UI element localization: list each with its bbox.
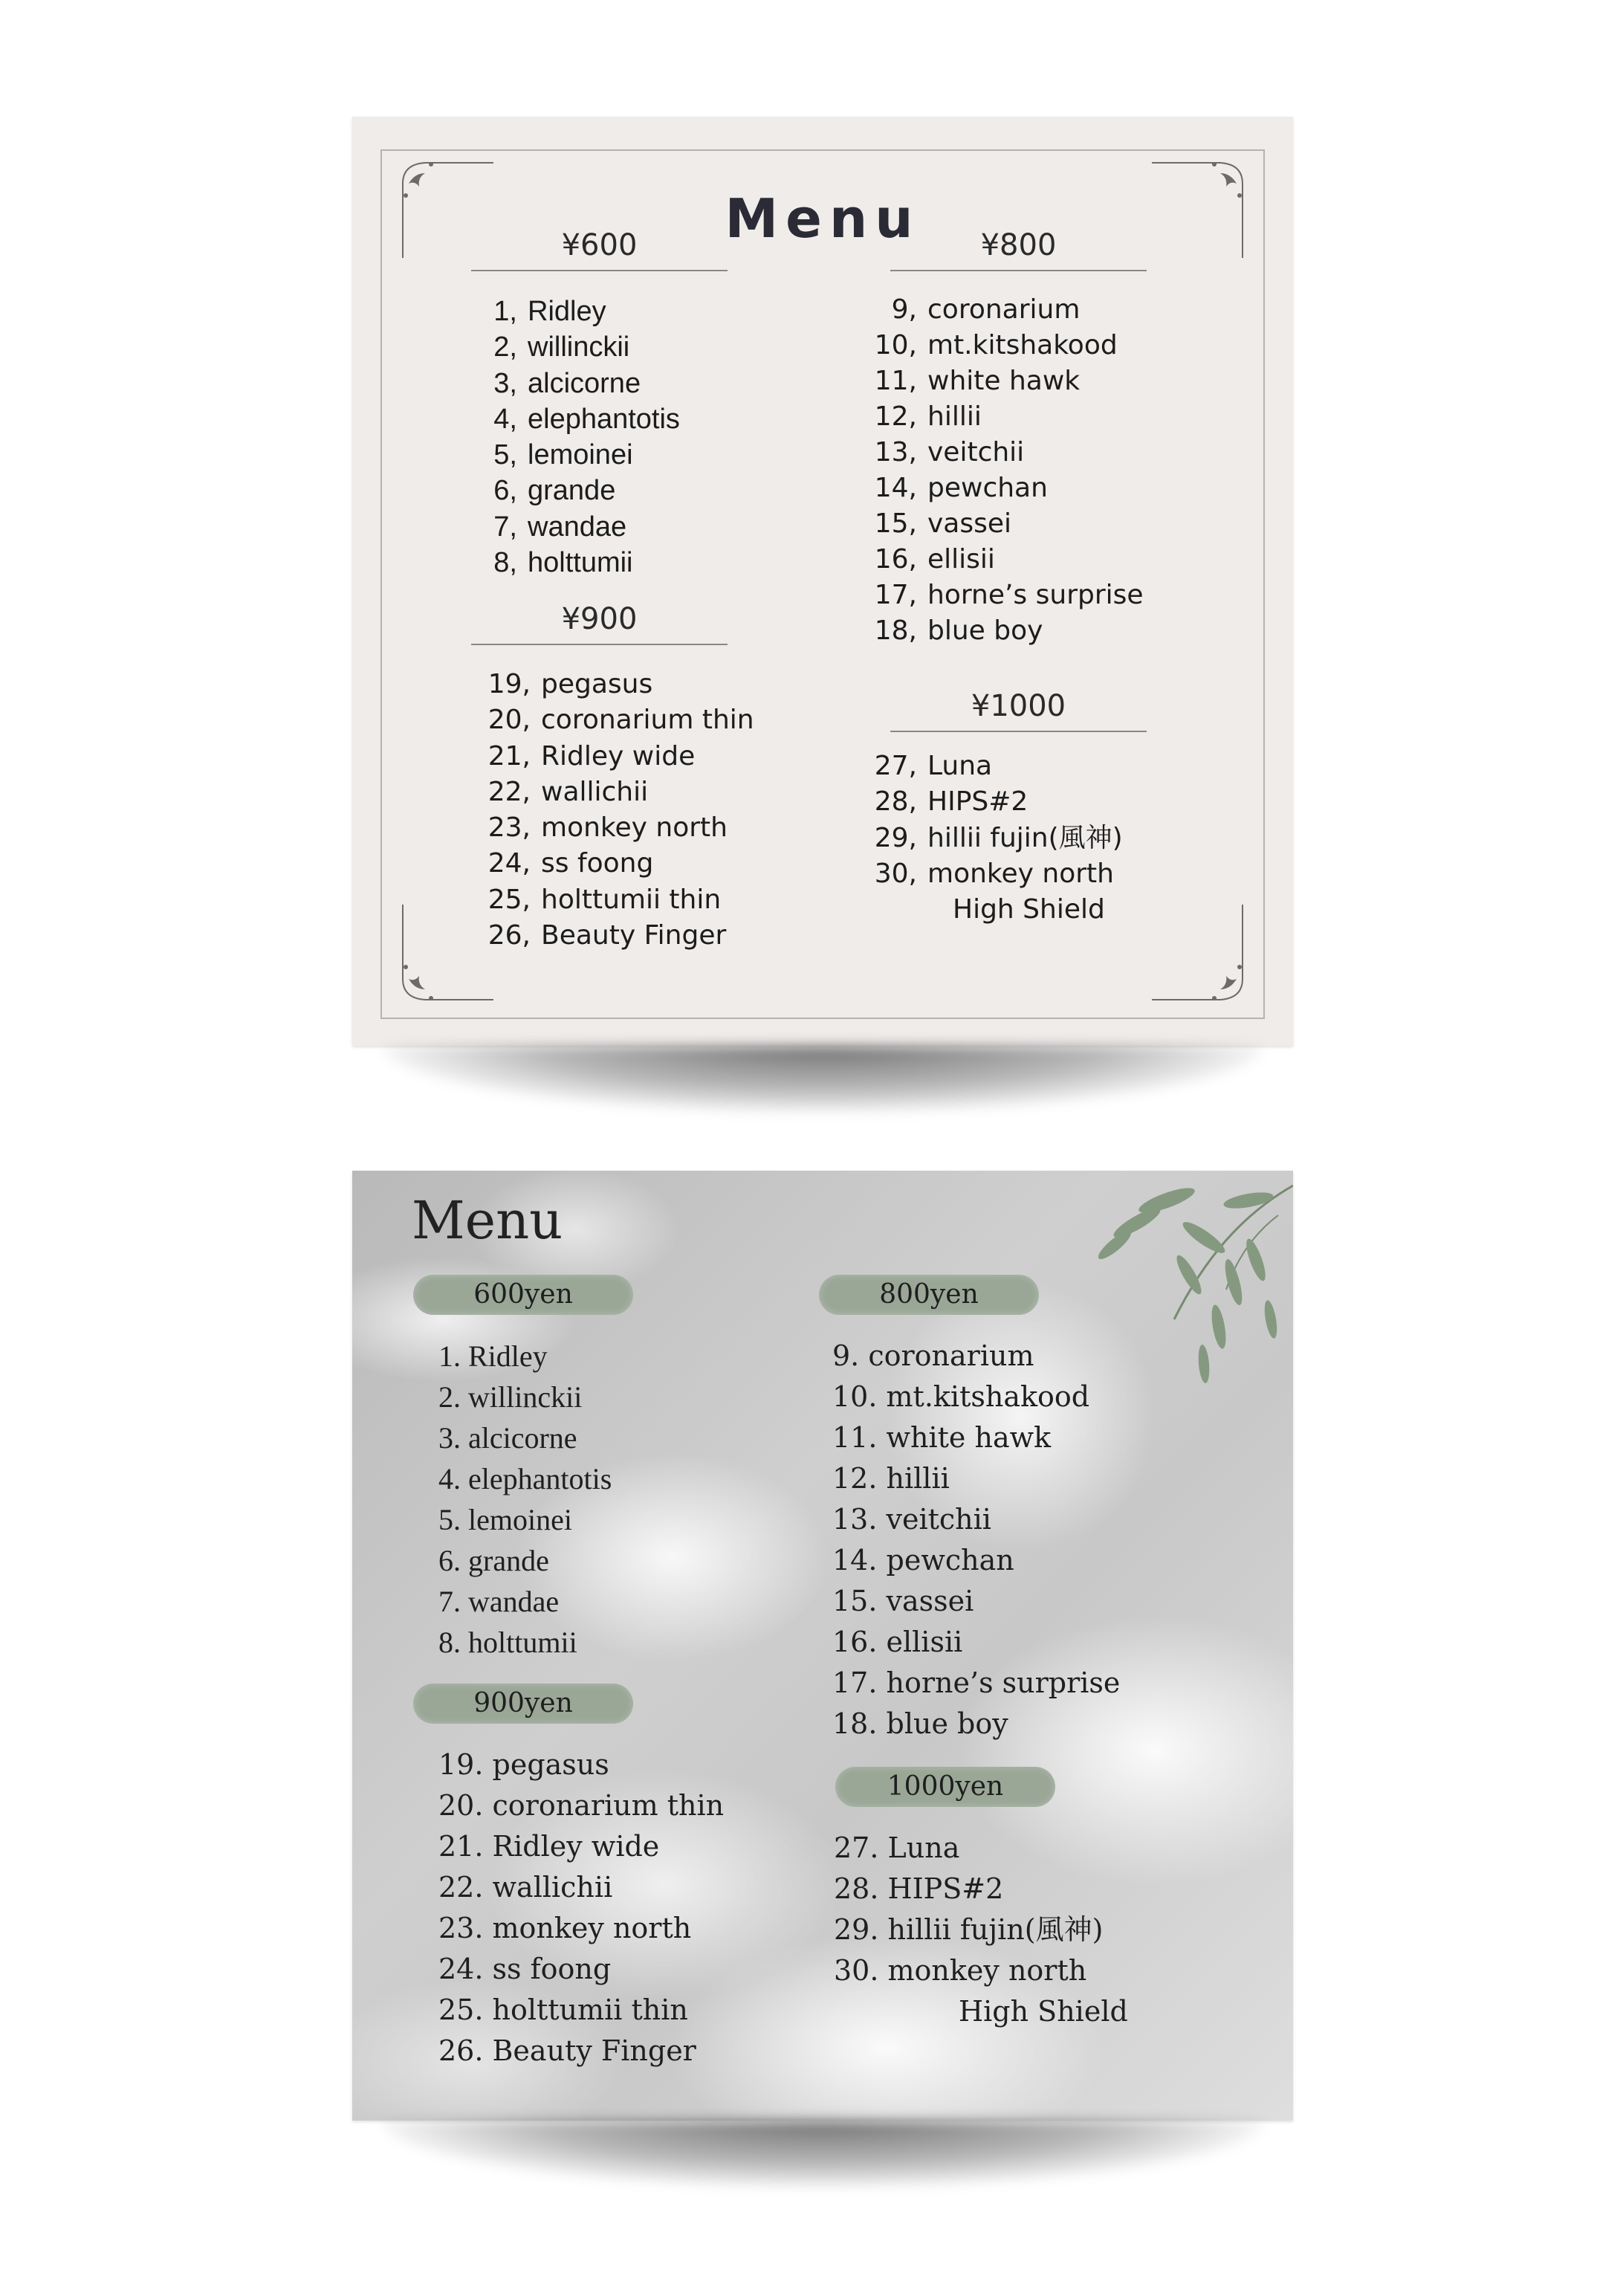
- list-item: 10, mt.kitshakood: [874, 330, 1118, 360]
- list-item: 25. holttumii thin: [438, 1993, 688, 2026]
- price-pill: 900yen: [413, 1684, 633, 1724]
- price-list: [471, 294, 680, 581]
- list-item: 29, hillii fujin(風神): [874, 822, 1123, 853]
- list-item: 3, alcicorne: [493, 367, 641, 399]
- list-item: 10. mt.kitshakood: [832, 1380, 1090, 1413]
- list-item: 15, vassei: [874, 508, 1012, 539]
- list-item: 5, lemoinei: [493, 439, 633, 471]
- list-item: 24. ss foong: [438, 1953, 612, 1985]
- list-item: 9, coronarium: [891, 294, 1081, 325]
- list-item: 12. hillii: [832, 1462, 950, 1495]
- price-heading: ¥1000: [890, 689, 1147, 732]
- corner-ornament-icon: [1146, 890, 1250, 1009]
- price-heading: ¥600: [471, 228, 728, 271]
- list-item: 15. vassei: [832, 1585, 974, 1617]
- list-item: 27. Luna: [834, 1831, 960, 1864]
- list-item: 23. monkey north: [438, 1912, 692, 1944]
- price-pill: 1000yen: [835, 1767, 1055, 1807]
- price-heading: ¥800: [890, 228, 1147, 271]
- menu-card-botanical: [352, 1171, 1293, 2121]
- list-item: 8, holttumii: [493, 547, 633, 579]
- list-item: 27, Luna: [874, 751, 993, 781]
- menu-title: Menu: [412, 1190, 563, 1251]
- list-item: 18. blue boy: [832, 1707, 1008, 1740]
- list-item: 12, hillii: [874, 401, 982, 432]
- list-item: 4, elephantotis: [493, 403, 680, 435]
- list-item: 1, Ridley: [493, 296, 606, 327]
- list-item: 20. coronarium thin: [438, 1789, 725, 1822]
- list-item: 29. hillii fujin(風神): [834, 1913, 1104, 1946]
- price-list: [858, 292, 1144, 649]
- menu-title: Menu: [725, 187, 921, 250]
- list-item: 1. Ridley: [438, 1339, 548, 1373]
- list-item: 19, pegasus: [487, 669, 653, 699]
- list-item: 4. elephantotis: [438, 1462, 612, 1495]
- list-item: 28. HIPS#2: [834, 1872, 1004, 1905]
- list-item-continuation: High Shield: [959, 1995, 1128, 2028]
- list-item-continuation: High Shield: [953, 894, 1105, 925]
- price-list: [471, 667, 754, 954]
- list-item: 20, coronarium thin: [487, 705, 754, 736]
- price-pill: 800yen: [819, 1275, 1039, 1315]
- list-item: 24, ss foong: [487, 848, 654, 879]
- list-item: 26. Beauty Finger: [438, 2034, 696, 2067]
- list-item: 23, monkey north: [487, 812, 728, 844]
- list-item: 17, horne’s surprise: [874, 580, 1144, 610]
- list-item: 22. wallichii: [438, 1871, 613, 1904]
- list-item: 9. coronarium: [832, 1339, 1034, 1372]
- list-item: 2, willinckii: [493, 332, 630, 363]
- list-item: 8. holttumii: [438, 1626, 577, 1659]
- list-item: 17. horne’s surprise: [832, 1666, 1121, 1699]
- list-item: 3. alcicorne: [438, 1421, 577, 1455]
- list-item: 14. pewchan: [832, 1544, 1014, 1577]
- list-item: 22, wallichii: [487, 776, 649, 807]
- price-list: [834, 1828, 1128, 2032]
- list-item: 14, pewchan: [874, 473, 1048, 503]
- list-item: 7. wandae: [438, 1585, 560, 1618]
- list-item: 30. monkey north: [834, 1954, 1087, 1987]
- price-heading: ¥900: [471, 602, 728, 645]
- list-item: 26, Beauty Finger: [487, 920, 727, 951]
- price-list: [858, 748, 1123, 928]
- price-list: [832, 1336, 1120, 1744]
- list-item: 6, grande: [493, 475, 616, 507]
- list-item: 6. grande: [438, 1544, 549, 1577]
- list-item: 21, Ridley wide: [487, 740, 696, 772]
- list-item: 28, HIPS#2: [874, 786, 1028, 818]
- list-item: 19. pegasus: [438, 1748, 609, 1781]
- price-list: [438, 1336, 612, 1663]
- card-shadow: [382, 2121, 1263, 2187]
- list-item: 25, holttumii thin: [487, 884, 722, 915]
- list-item: 16. ellisii: [832, 1626, 963, 1658]
- list-item: 13. veitchii: [832, 1503, 991, 1536]
- list-item: 5. lemoinei: [438, 1503, 572, 1536]
- card-shadow: [382, 1046, 1263, 1113]
- list-item: 18, blue boy: [874, 615, 1043, 646]
- list-item: 2. willinckii: [438, 1380, 583, 1414]
- list-item: 11. white hawk: [832, 1421, 1052, 1454]
- list-item: 21. Ridley wide: [438, 1830, 660, 1863]
- price-list: [438, 1744, 724, 2072]
- list-item: 13, veitchii: [874, 437, 1025, 468]
- list-item: 16, ellisii: [874, 544, 995, 575]
- menu-card-classic: [352, 117, 1293, 1046]
- list-item: 7, wandae: [493, 511, 627, 543]
- list-item: 30, monkey north High Shield: [858, 856, 1123, 928]
- price-pill: 600yen: [413, 1275, 633, 1315]
- list-item: 11, white hawk: [874, 366, 1081, 396]
